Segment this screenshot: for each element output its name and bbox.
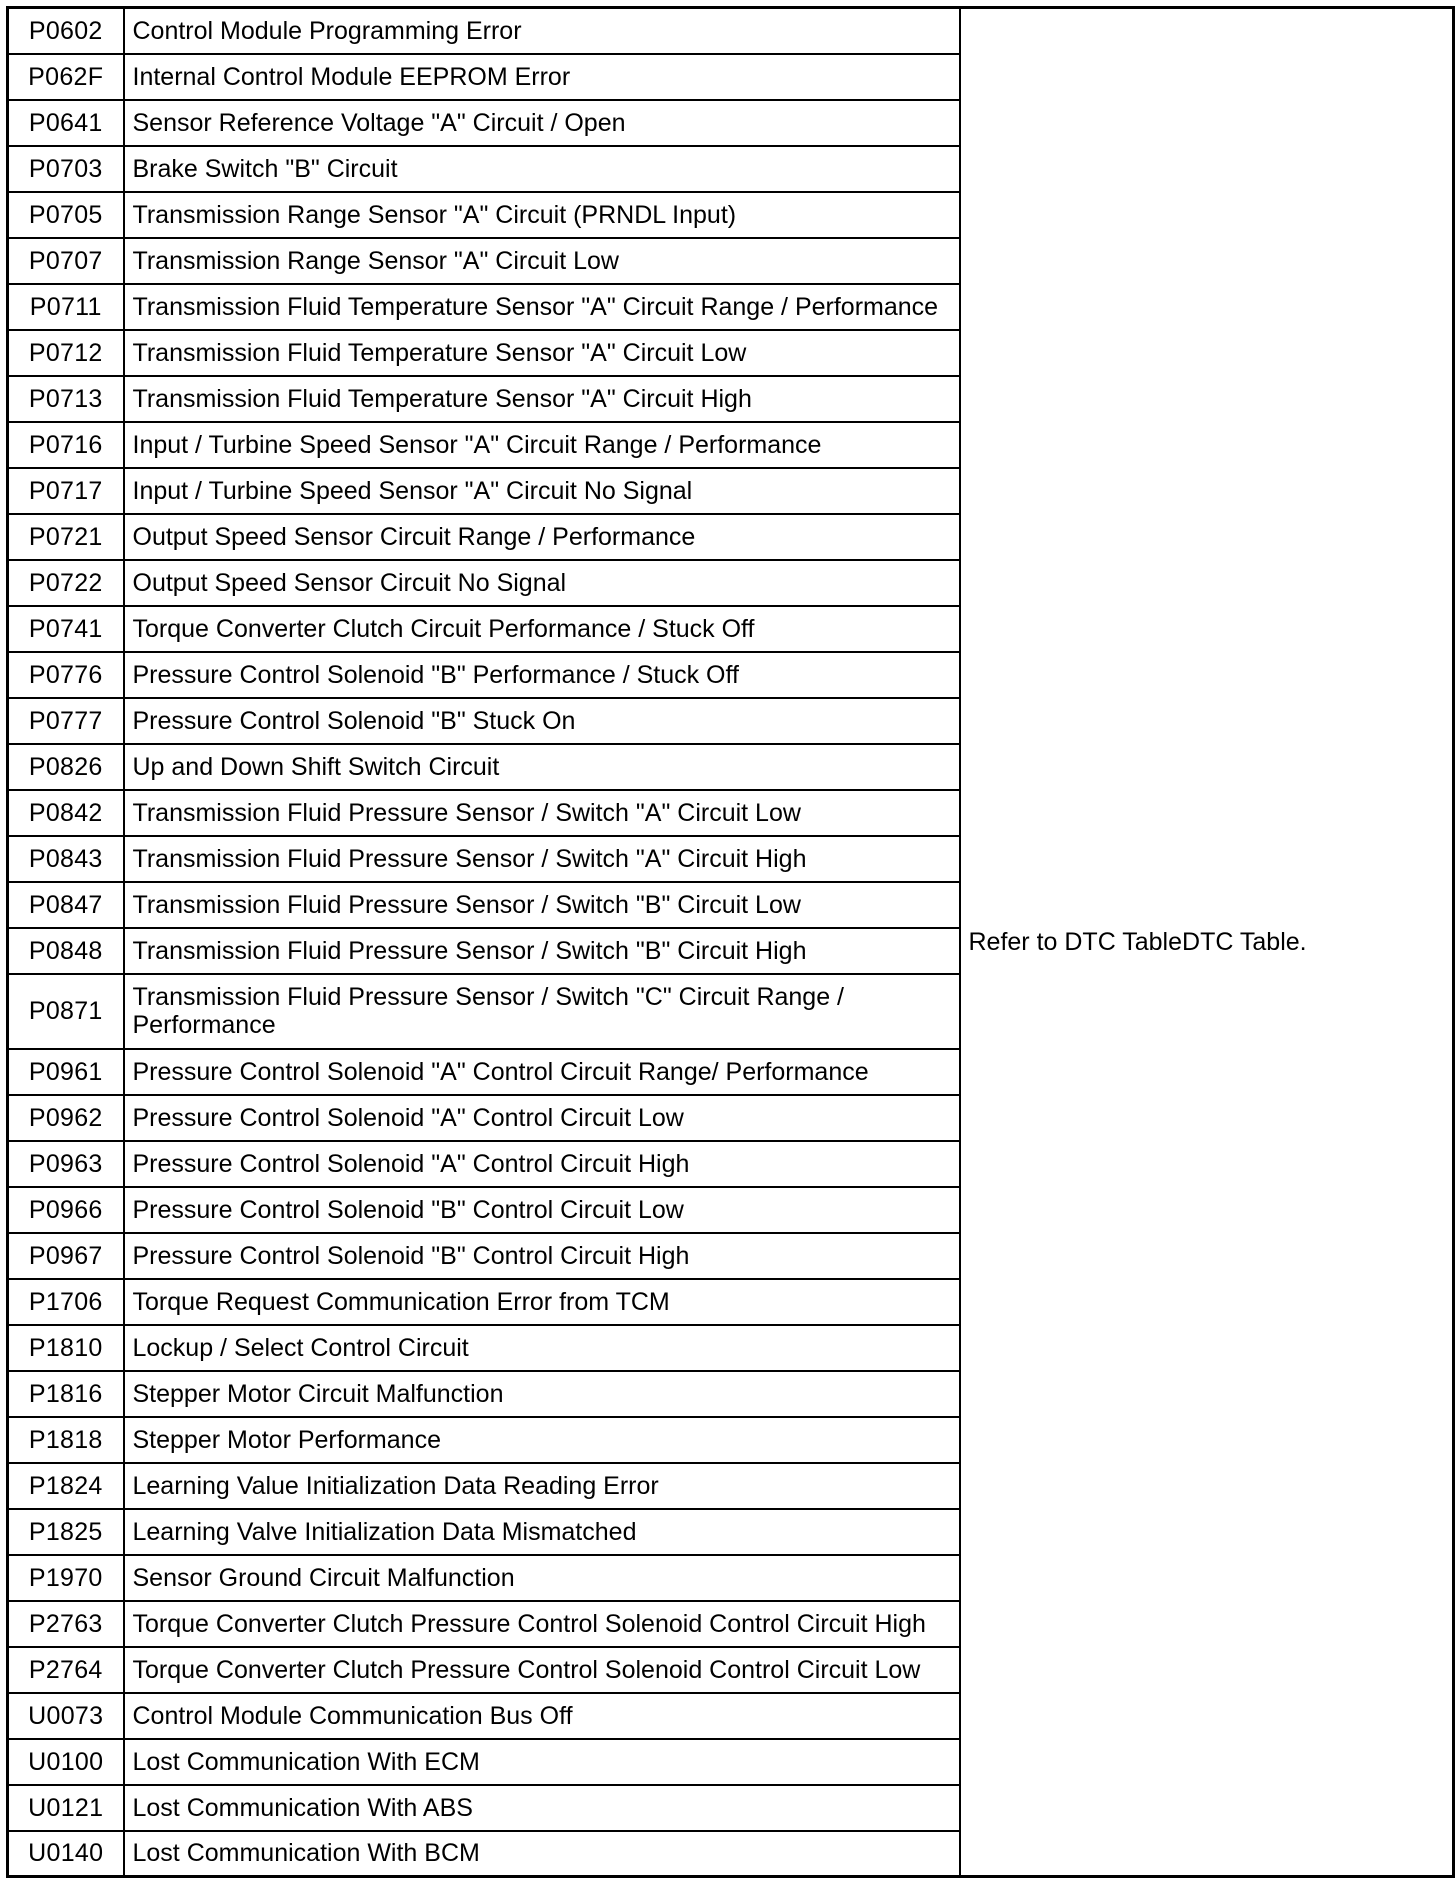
dtc-description: Lost Communication With ABS bbox=[124, 1785, 960, 1831]
dtc-code: P0716 bbox=[8, 422, 124, 468]
dtc-description: Control Module Communication Bus Off bbox=[124, 1693, 960, 1739]
dtc-code: P0712 bbox=[8, 330, 124, 376]
dtc-code: P1816 bbox=[8, 1371, 124, 1417]
dtc-description: Transmission Range Sensor "A" Circuit (PRNDL Input) bbox=[124, 192, 960, 238]
dtc-code: P0705 bbox=[8, 192, 124, 238]
dtc-description: Torque Request Communication Error from TCM bbox=[124, 1279, 960, 1325]
dtc-description: Pressure Control Solenoid "A" Control Circuit Range/ Performance bbox=[124, 1049, 960, 1095]
dtc-code: P0717 bbox=[8, 468, 124, 514]
dtc-code: P0721 bbox=[8, 514, 124, 560]
dtc-description: Output Speed Sensor Circuit Range / Performance bbox=[124, 514, 960, 560]
dtc-code: P0713 bbox=[8, 376, 124, 422]
dtc-code: P0711 bbox=[8, 284, 124, 330]
dtc-code: P2763 bbox=[8, 1601, 124, 1647]
dtc-code: P0961 bbox=[8, 1049, 124, 1095]
dtc-code: P0776 bbox=[8, 652, 124, 698]
dtc-description: Sensor Reference Voltage "A" Circuit / Open bbox=[124, 100, 960, 146]
dtc-description: Internal Control Module EEPROM Error bbox=[124, 54, 960, 100]
dtc-table-body bbox=[8, 8, 1454, 1877]
dtc-description: Pressure Control Solenoid "B" Control Circuit High bbox=[124, 1233, 960, 1279]
dtc-code: P0707 bbox=[8, 238, 124, 284]
dtc-description: Brake Switch "B" Circuit bbox=[124, 146, 960, 192]
dtc-code: P0842 bbox=[8, 790, 124, 836]
dtc-description: Sensor Ground Circuit Malfunction bbox=[124, 1555, 960, 1601]
dtc-code: P0963 bbox=[8, 1141, 124, 1187]
dtc-description: Input / Turbine Speed Sensor "A" Circuit Range / Performance bbox=[124, 422, 960, 468]
dtc-code: P0703 bbox=[8, 146, 124, 192]
dtc-code: P0777 bbox=[8, 698, 124, 744]
dtc-description: Transmission Fluid Temperature Sensor "A" Circuit Range / Performance bbox=[124, 284, 960, 330]
dtc-description: Transmission Fluid Pressure Sensor / Switch "B" Circuit High bbox=[124, 928, 960, 974]
dtc-code: U0100 bbox=[8, 1739, 124, 1785]
dtc-description: Pressure Control Solenoid "A" Control Circuit Low bbox=[124, 1095, 960, 1141]
dtc-description: Learning Valve Initialization Data Mismatched bbox=[124, 1509, 960, 1555]
reference-note: Refer to DTC TableDTC Table. bbox=[960, 8, 1454, 1877]
dtc-description: Pressure Control Solenoid "B" Stuck On bbox=[124, 698, 960, 744]
dtc-description: Stepper Motor Performance bbox=[124, 1417, 960, 1463]
dtc-description: Learning Value Initialization Data Reading Error bbox=[124, 1463, 960, 1509]
dtc-description: Lost Communication With BCM bbox=[124, 1831, 960, 1877]
dtc-description: Transmission Fluid Pressure Sensor / Switch "A" Circuit Low bbox=[124, 790, 960, 836]
dtc-code: P0722 bbox=[8, 560, 124, 606]
dtc-code: P1818 bbox=[8, 1417, 124, 1463]
dtc-description: Lost Communication With ECM bbox=[124, 1739, 960, 1785]
dtc-description: Transmission Fluid Pressure Sensor / Switch "A" Circuit High bbox=[124, 836, 960, 882]
dtc-description: Pressure Control Solenoid "A" Control Circuit High bbox=[124, 1141, 960, 1187]
dtc-code: P0826 bbox=[8, 744, 124, 790]
dtc-description: Transmission Fluid Temperature Sensor "A" Circuit High bbox=[124, 376, 960, 422]
dtc-code: P0741 bbox=[8, 606, 124, 652]
dtc-description: Transmission Range Sensor "A" Circuit Low bbox=[124, 238, 960, 284]
dtc-description: Up and Down Shift Switch Circuit bbox=[124, 744, 960, 790]
dtc-code: P1706 bbox=[8, 1279, 124, 1325]
dtc-code: P0848 bbox=[8, 928, 124, 974]
dtc-code: P0641 bbox=[8, 100, 124, 146]
dtc-code: P1824 bbox=[8, 1463, 124, 1509]
dtc-description: Pressure Control Solenoid "B" Performance / Stuck Off bbox=[124, 652, 960, 698]
dtc-description: Torque Converter Clutch Circuit Performance / Stuck Off bbox=[124, 606, 960, 652]
dtc-code: P2764 bbox=[8, 1647, 124, 1693]
dtc-description: Control Module Programming Error bbox=[124, 8, 960, 54]
dtc-description: Transmission Fluid Pressure Sensor / Switch "C" Circuit Range / Performance bbox=[124, 974, 960, 1049]
table-row bbox=[8, 8, 1454, 54]
dtc-table bbox=[6, 6, 1455, 1878]
dtc-code: P1970 bbox=[8, 1555, 124, 1601]
dtc-code: P0966 bbox=[8, 1187, 124, 1233]
dtc-code: P0871 bbox=[8, 974, 124, 1049]
dtc-description: Transmission Fluid Temperature Sensor "A" Circuit Low bbox=[124, 330, 960, 376]
dtc-description: Transmission Fluid Pressure Sensor / Switch "B" Circuit Low bbox=[124, 882, 960, 928]
dtc-code: P0962 bbox=[8, 1095, 124, 1141]
dtc-code: U0073 bbox=[8, 1693, 124, 1739]
dtc-code: P0967 bbox=[8, 1233, 124, 1279]
dtc-description: Input / Turbine Speed Sensor "A" Circuit No Signal bbox=[124, 468, 960, 514]
dtc-code: U0121 bbox=[8, 1785, 124, 1831]
dtc-description: Output Speed Sensor Circuit No Signal bbox=[124, 560, 960, 606]
dtc-page bbox=[6, 6, 1455, 1878]
dtc-description: Lockup / Select Control Circuit bbox=[124, 1325, 960, 1371]
dtc-code: P0602 bbox=[8, 8, 124, 54]
dtc-description: Pressure Control Solenoid "B" Control Circuit Low bbox=[124, 1187, 960, 1233]
dtc-description: Torque Converter Clutch Pressure Control Solenoid Control Circuit High bbox=[124, 1601, 960, 1647]
dtc-code: P0843 bbox=[8, 836, 124, 882]
dtc-code: P1825 bbox=[8, 1509, 124, 1555]
dtc-description: Torque Converter Clutch Pressure Control Solenoid Control Circuit Low bbox=[124, 1647, 960, 1693]
dtc-code: P062F bbox=[8, 54, 124, 100]
dtc-code: U0140 bbox=[8, 1831, 124, 1877]
dtc-description: Stepper Motor Circuit Malfunction bbox=[124, 1371, 960, 1417]
dtc-code: P0847 bbox=[8, 882, 124, 928]
dtc-code: P1810 bbox=[8, 1325, 124, 1371]
